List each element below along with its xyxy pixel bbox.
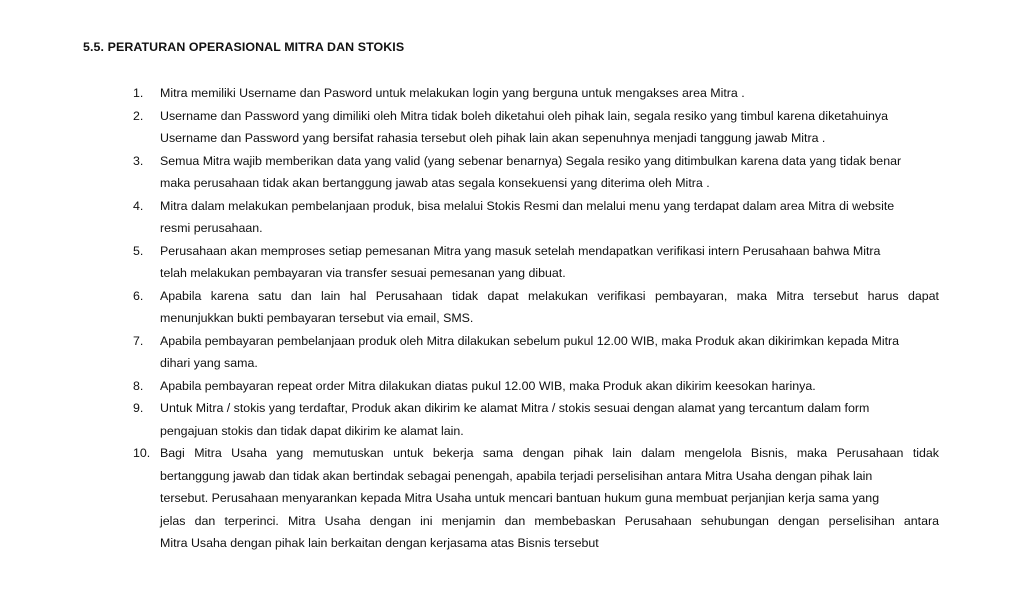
- rule-text-line: telah melakukan pembayaran via transfer sesuai pemesanan yang dibuat.: [160, 266, 566, 280]
- rule-number: 7.: [133, 333, 144, 348]
- rule-text-line: Username dan Password yang bersifat rahasia tersebut oleh pihak lain akan sepenuhnya menjadi tanggung jawab Mitra .: [160, 131, 826, 145]
- rule-number: 3.: [133, 153, 144, 168]
- rule-number: 2.: [133, 108, 144, 123]
- rule-number: 5.: [133, 243, 144, 258]
- rule-text: [160, 150, 939, 195]
- rule-text-line: Mitra dalam melakukan pembelanjaan produk, bisa melalui Stokis Resmi dan melalui menu yang terdapat dalam area Mitra di website: [160, 198, 895, 213]
- section-heading: 5.5. PERATURAN OPERASIONAL MITRA DAN STOKIS: [83, 40, 405, 54]
- rule-item: [133, 82, 939, 105]
- rule-item: [133, 195, 939, 240]
- rule-text: [160, 240, 939, 285]
- rule-item: [133, 240, 939, 285]
- rule-text-line: menunjukkan bukti pembayaran tersebut via email, SMS.: [160, 311, 474, 325]
- rule-item: [133, 285, 939, 330]
- rule-number: 10.: [133, 446, 151, 460]
- rule-text-line: jelas dan terperinci. Mitra Usaha dengan ini menjamin dan membebaskan Perusahaan sehubungan dengan perselisihan antara: [160, 513, 939, 528]
- rule-text-line: Apabila karena satu dan lain hal Perusahaan tidak dapat melakukan verifikasi pembayaran, maka Mitra tersebut harus dapat: [160, 288, 939, 303]
- rule-text-line: Semua Mitra wajib memberikan data yang valid (yang sebenar benarnya) Segala resiko yang ditimbulkan karena data yang tidak benar: [160, 153, 902, 168]
- rule-text: [160, 195, 939, 240]
- rule-text-line: tersebut. Perusahaan menyarankan kepada Mitra Usaha untuk mencari bantuan hukum guna membuat perjanjian kerja sama yang: [160, 491, 880, 505]
- rule-text-line: Bagi Mitra Usaha yang memutuskan untuk bekerja sama dengan pihak lain dalam mengelola Bisnis, maka Perusahaan tidak: [160, 446, 939, 460]
- rule-item: [133, 397, 939, 442]
- rule-number: 1.: [133, 86, 144, 100]
- rule-item: [133, 105, 939, 150]
- rule-text: [160, 375, 939, 398]
- rule-text-line: bertanggung jawab dan tidak akan bertindak sebagai penengah, apabila terjadi perselisihan antara Mitra Usaha dengan pihak lain: [160, 468, 873, 483]
- rule-text-line: maka perusahaan tidak akan bertanggung jawab atas segala konsekuensi yang diterima oleh Mitra .: [160, 176, 710, 190]
- rule-item: [133, 442, 939, 555]
- rule-item: [133, 375, 939, 398]
- rule-text-line: pengajuan stokis dan tidak dapat dikirim ke alamat lain.: [160, 423, 464, 438]
- rule-text-line: Mitra Usaha dengan pihak lain berkaitan dengan kerjasama atas Bisnis tersebut: [160, 536, 599, 550]
- rule-item: [133, 330, 939, 375]
- rule-item: [133, 150, 939, 195]
- rule-text-line: dihari yang sama.: [160, 356, 258, 370]
- rule-number: 9.: [133, 401, 144, 415]
- rule-text: [160, 442, 939, 555]
- rule-number: 8.: [133, 378, 144, 393]
- rule-text-line: resmi perusahaan.: [160, 221, 263, 235]
- rule-text: [160, 397, 939, 442]
- rule-text-line: Username dan Password yang dimiliki oleh Mitra tidak boleh diketahui oleh pihak lain, segala resiko yang timbul karena diketahuinya: [160, 108, 889, 123]
- rule-number: 6.: [133, 288, 144, 303]
- rule-text: [160, 82, 939, 105]
- rule-text: [160, 330, 939, 375]
- rule-text-line: Mitra memiliki Username dan Pasword untuk melakukan login yang berguna untuk mengakses area Mitra .: [160, 86, 745, 100]
- rules-list: [133, 82, 939, 555]
- rule-number: 4.: [133, 198, 144, 213]
- rule-text-line: Perusahaan akan memproses setiap pemesanan Mitra yang masuk setelah mendapatkan verifikasi intern Perusahaan bahwa Mitra: [160, 243, 881, 258]
- rule-text: [160, 105, 939, 150]
- rule-text-line: Apabila pembayaran pembelanjaan produk oleh Mitra dilakukan sebelum pukul 12.00 WIB, maka Produk akan dikirimkan kepada Mitra: [160, 333, 900, 348]
- rule-text-line: Apabila pembayaran repeat order Mitra dilakukan diatas pukul 12.00 WIB, maka Produk akan dikirim keesokan harinya.: [160, 378, 816, 393]
- rule-text-line: Untuk Mitra / stokis yang terdaftar, Produk akan dikirim ke alamat Mitra / stokis sesuai dengan alamat yang tercantum dalam form: [160, 401, 870, 415]
- rule-text: [160, 285, 939, 330]
